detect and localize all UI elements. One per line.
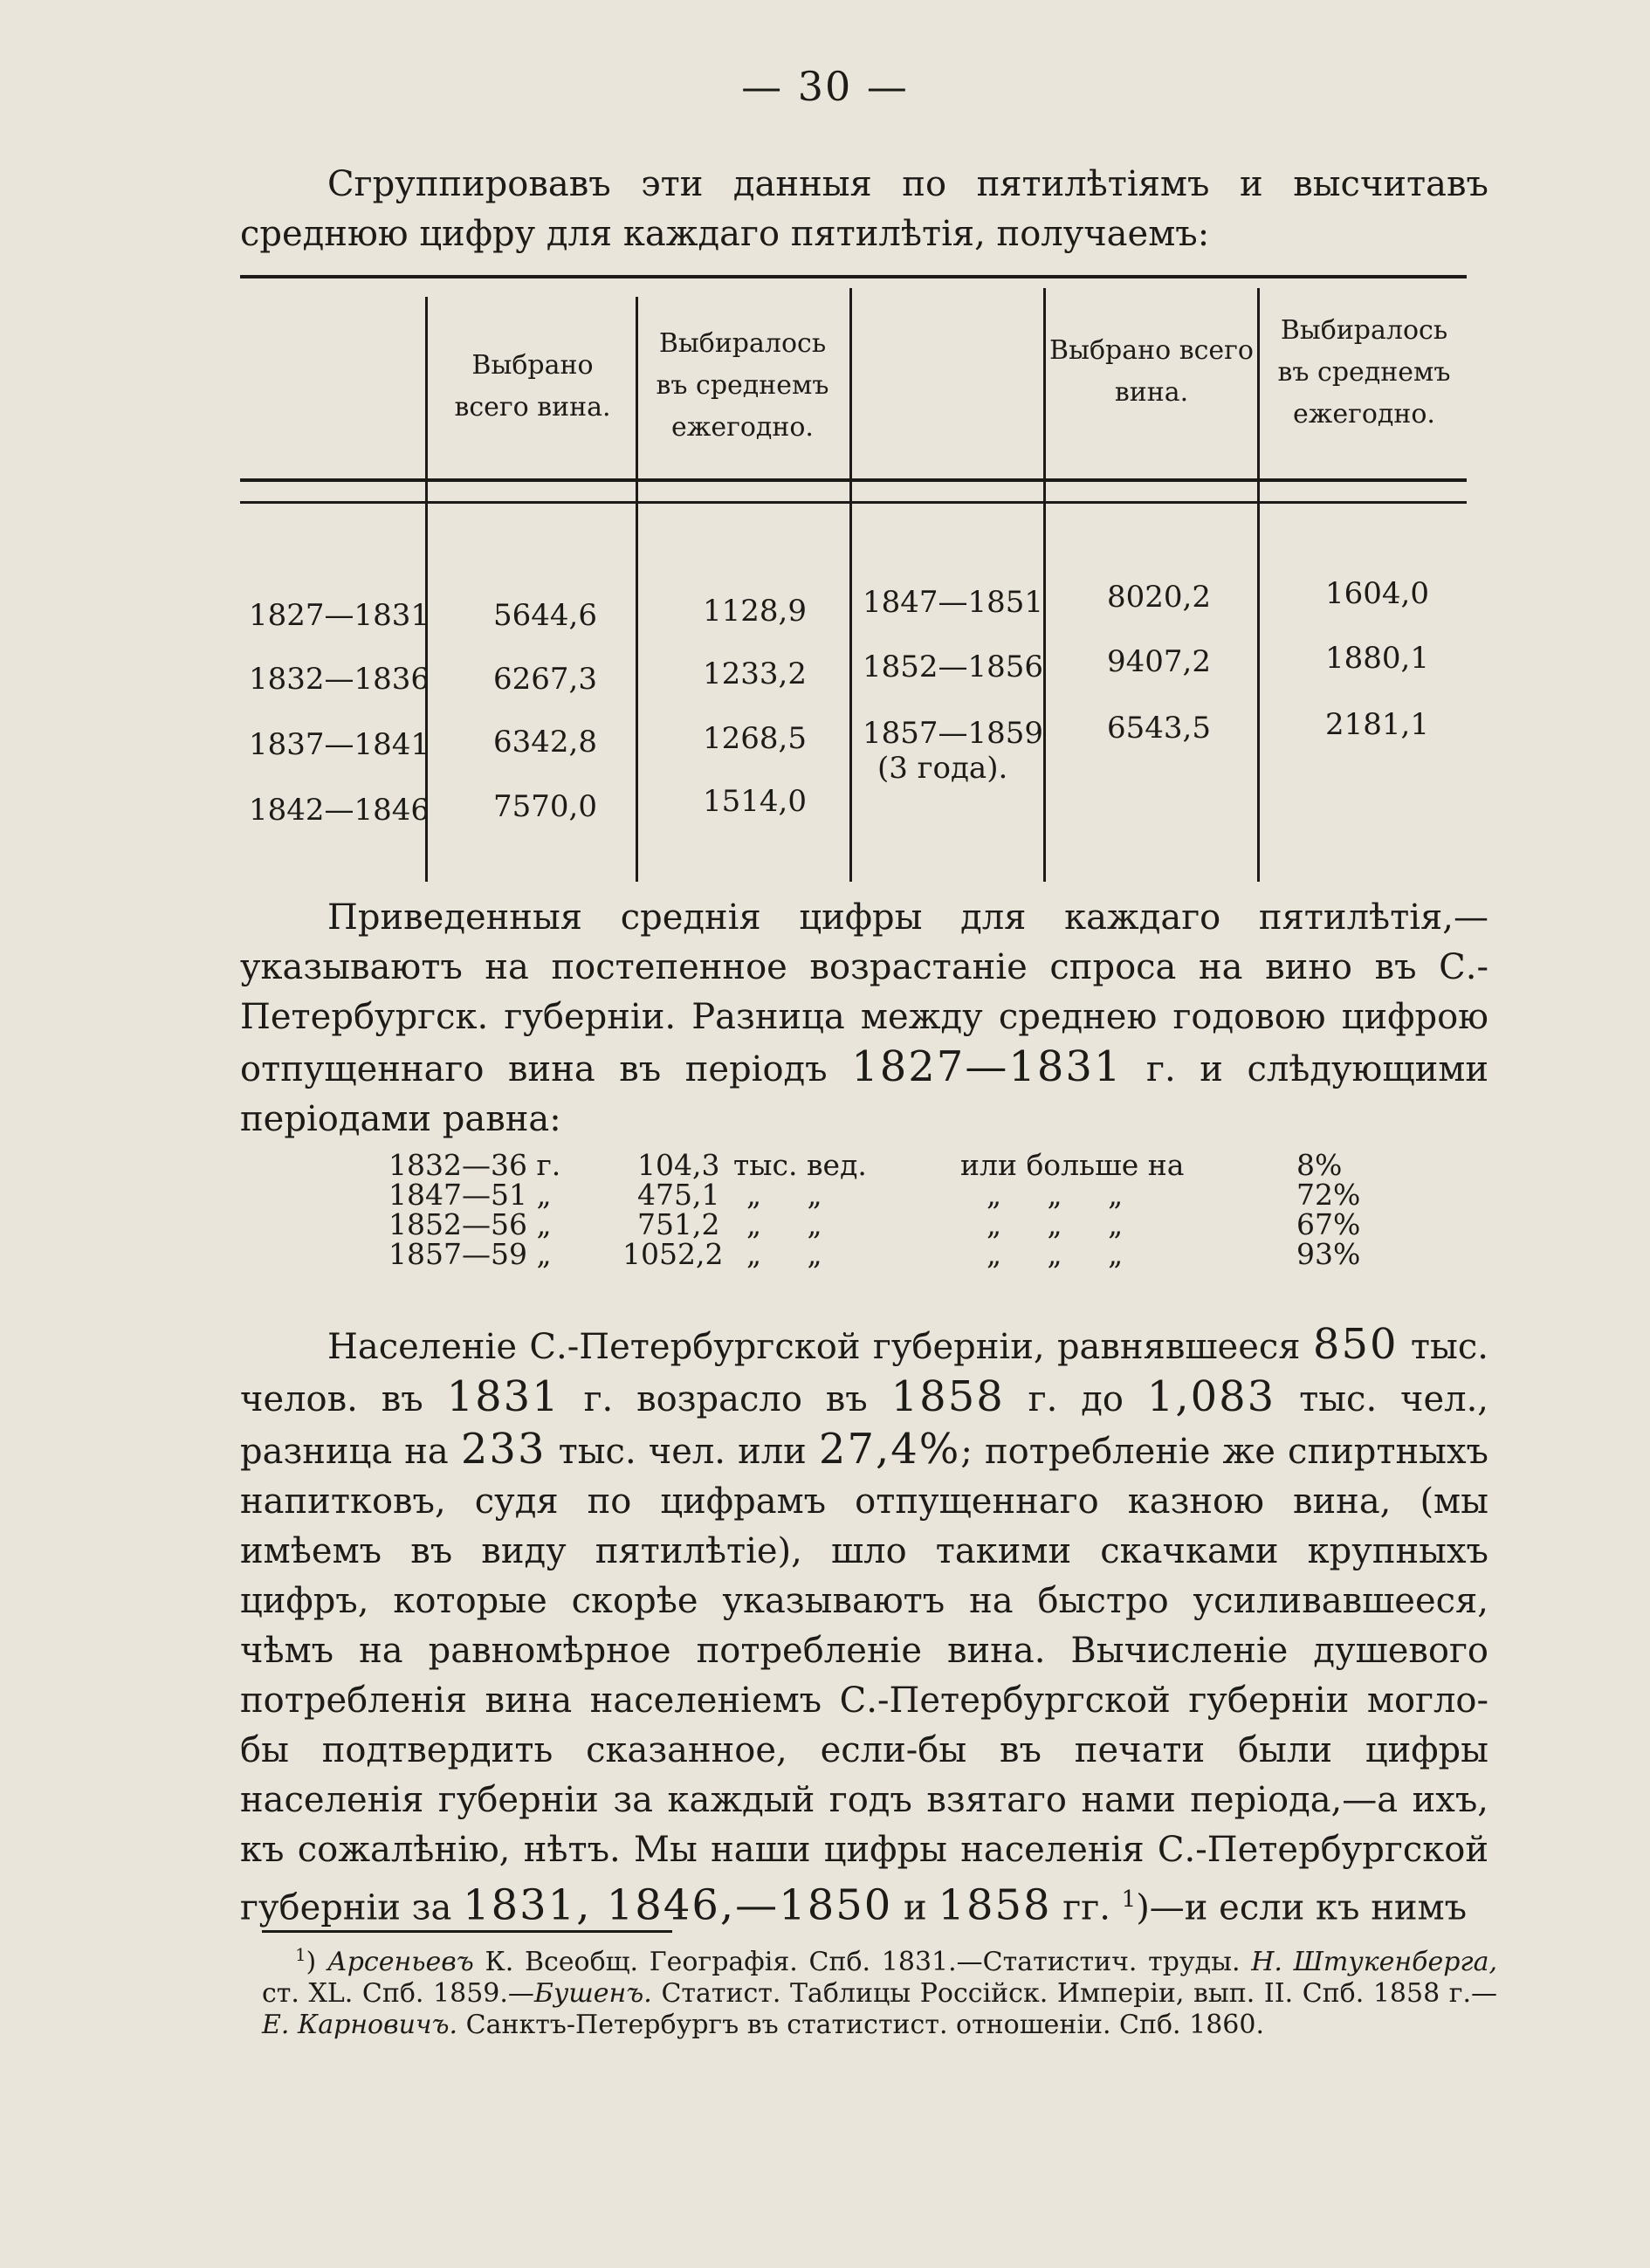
paragraph-population: Населеніе С.-Петербургской губерніи, равнявшееся 850 тыс. челов. въ 1831 г. возрасло въ 1858 г. до 1,083 тыс. чел., разница на 233 тыс. чел. или 27,4%; потребленіе же спиртныхъ напитковъ, судя по цифрамъ отпущеннаго казною вина, (мы имѣемъ въ виду пятилѣтіе), шло такими скачками крупныхъ цифръ, которые скорѣе указываютъ на быстро усиливавшееся, чѣмъ на равномѣрное потребленіе вина. Вычисленіе душевого потребленія вина населеніемъ С.-Петербургской губерніи могло-бы подтвердить сказанное, если-бы въ печати были цифры населенія губерніи за каждый годъ взятаго нами періода,—а ихъ, къ сожалѣнію, нѣтъ. Мы наши цифры населенія С.-Петербургской губерніи за 1831, 1846,—1850 и 1858 гг. $^1$)—и если къ нимъ [240, 1320, 1489, 1930]
table-cell-period: 1837—1841 [249, 727, 430, 762]
table-top-rule [240, 275, 1467, 278]
table-divider [1043, 288, 1046, 882]
intro-paragraph [240, 160, 1488, 259]
header-total-left: Выбрано всего вина. [454, 350, 611, 423]
footnote-ref: 1 [1121, 1887, 1137, 1913]
table-cell-total: 6342,8 [493, 725, 597, 759]
table-divider [1257, 288, 1260, 882]
table-cell-total: 7570,0 [493, 789, 597, 824]
footnote-rule [262, 1930, 672, 1933]
footnote-mark: 1 [295, 1945, 306, 1965]
table-cell-total: 6543,5 [1107, 711, 1211, 746]
table-cell-period: 1847—1851 [863, 585, 1044, 620]
intro-text: Сгруппировавъ эти данныя по пятилѣтіямъ и высчитавъ среднюю цифру для каждаго пятилѣтія, получаемъ: [240, 164, 1488, 254]
table-cell-period: 1857—1859 [863, 716, 1044, 751]
table-cell-avg: 1233,2 [703, 656, 807, 691]
table-cell-period-note: (3 года). [877, 751, 1008, 786]
table-cell-period: 1832—1836 [249, 662, 430, 697]
table-cell-avg: 1268,5 [703, 721, 807, 756]
table-divider [849, 288, 852, 882]
table-cell-total: 9407,2 [1107, 644, 1211, 679]
table-divider [636, 297, 638, 882]
table-cell-period: 1842—1846 [249, 793, 430, 828]
table-cell-period: 1852—1856 [863, 649, 1044, 684]
page-number: — 30 — [741, 63, 909, 110]
table-cell-avg: 1880,1 [1325, 641, 1429, 676]
header-total-right: Выбрано всего вина. [1049, 335, 1254, 408]
paragraph-demand: Приведенныя среднія цифры для каждаго пятилѣтія,—указываютъ на постепенное возрастаніе спроса на вино въ С.-Петербургск. губерніи. Разница между среднею годовою цифрою отпущеннаго вина въ періодъ 1827—1831 г. и слѣдующими періодами равна: [240, 897, 1488, 1139]
table-cell-total: 5644,6 [493, 598, 597, 633]
table-header-rule [240, 478, 1467, 482]
table-cell-avg: 2181,1 [1325, 707, 1429, 742]
table-cell-period: 1827—1831 [249, 598, 430, 633]
footnote: $^1$) Арсеньевъ К. Всеобщ. Географія. Спб. 1831.—Статистич. труды. Н. Штукенберга, ст. XL. Спб. 1859.—Бушенъ. Статист. Таблицы Россійск. Имперіи, вып. II. Спб. 1858 г.—Е. Карновичъ. Санктъ-Петербургъ въ статистист. отношеніи. Спб. 1860. [262, 1945, 1498, 2040]
table-cell-avg: 1514,0 [703, 784, 807, 819]
header-avg-left: Выбиралось въ среднемъ ежегодно. [656, 328, 829, 443]
table-cell-avg: 1604,0 [1325, 576, 1429, 611]
document-page: — 30 — Сгруппировавъ эти данныя по пятилѣтіямъ и высчитавъ среднюю цифру для каждаго пятилѣтія, получаемъ: Выбрано всего вина. Выбиралось въ среднемъ ежегодно. Выбрано всего вина. Выбиралось въ среднемъ ежегодно. 1827—1831 5644,6 1128,9 1832—1836 6267,3 1233,2 1837—1841 6342,8 1268,5 1842—1846 7570,0 1514,0 1847—1851 8020,2 1604,0 1852—1856 9407,2 1880,1 1857—1859 (3 года). 6543,5 2181,1 Приведенныя среднія цифры для каждаго пятилѣтія,—указываютъ на постепенное возрастаніе спроса на вино въ С.-Петербургск. губерніи. Разница между среднею годовою цифрою отпущеннаго вина въ періодъ 1827—1831 г. и слѣдующими періодами равна: 1832—36 г. 104,3 тыс. вед. или больше на 8% 1847—51 „ 475,1 „ „ „ „ „ 72% 1852—56 „ 751,2 „ „ „ „ „ 67% 1857—59 „ 1052,2 „ „ „ „ „ 93% Населеніе С.-Петербургской губерніи, равнявшееся 850 тыс. челов. въ 1831 г. возрасло въ 1858 г. до 1,083 тыс. чел., разница на 233 тыс. чел. или 27,4%; потребленіе же спиртныхъ напитковъ, судя по цифрамъ отпущеннаго казною вина, (мы имѣемъ въ виду пятилѣтіе), шло такими скачками крупныхъ цифръ, которые скорѣе указываютъ на быстро усиливавшееся, чѣмъ на равномѣрное потребленіе вина. Вычисленіе душевого потребленія вина населеніемъ С.-Петербургской губерніи могло-бы подтвердить сказанное, если-бы въ печати были цифры населенія губерніи за каждый годъ взятаго нами періода,—а ихъ, къ сожалѣнію, нѣтъ. Мы наши цифры населенія С.-Петербургской губерніи за 1831, 1846,—1850 и 1858 гг. $^1$)—и если къ нимъ $^1$) Арсеньевъ К. Всеобщ. Географія. Спб. 1831.—Статистич. труды. Н. Штукенберга, ст. XL. Спб. 1859.—Бушенъ. Статист. Таблицы Россійск. Имперіи, вып. II. Спб. 1858 г.—Е. Карновичъ. Санктъ-Петербургъ въ статистист. отношеніи. Спб. 1860. [0, 0, 1650, 2268]
header-avg-right: Выбиралось въ среднемъ ежегодно. [1277, 315, 1451, 430]
table-header-rule-2 [240, 501, 1467, 504]
table-cell-total: 6267,3 [493, 662, 597, 697]
table-cell-total: 8020,2 [1107, 580, 1211, 615]
table-cell-avg: 1128,9 [703, 594, 807, 629]
